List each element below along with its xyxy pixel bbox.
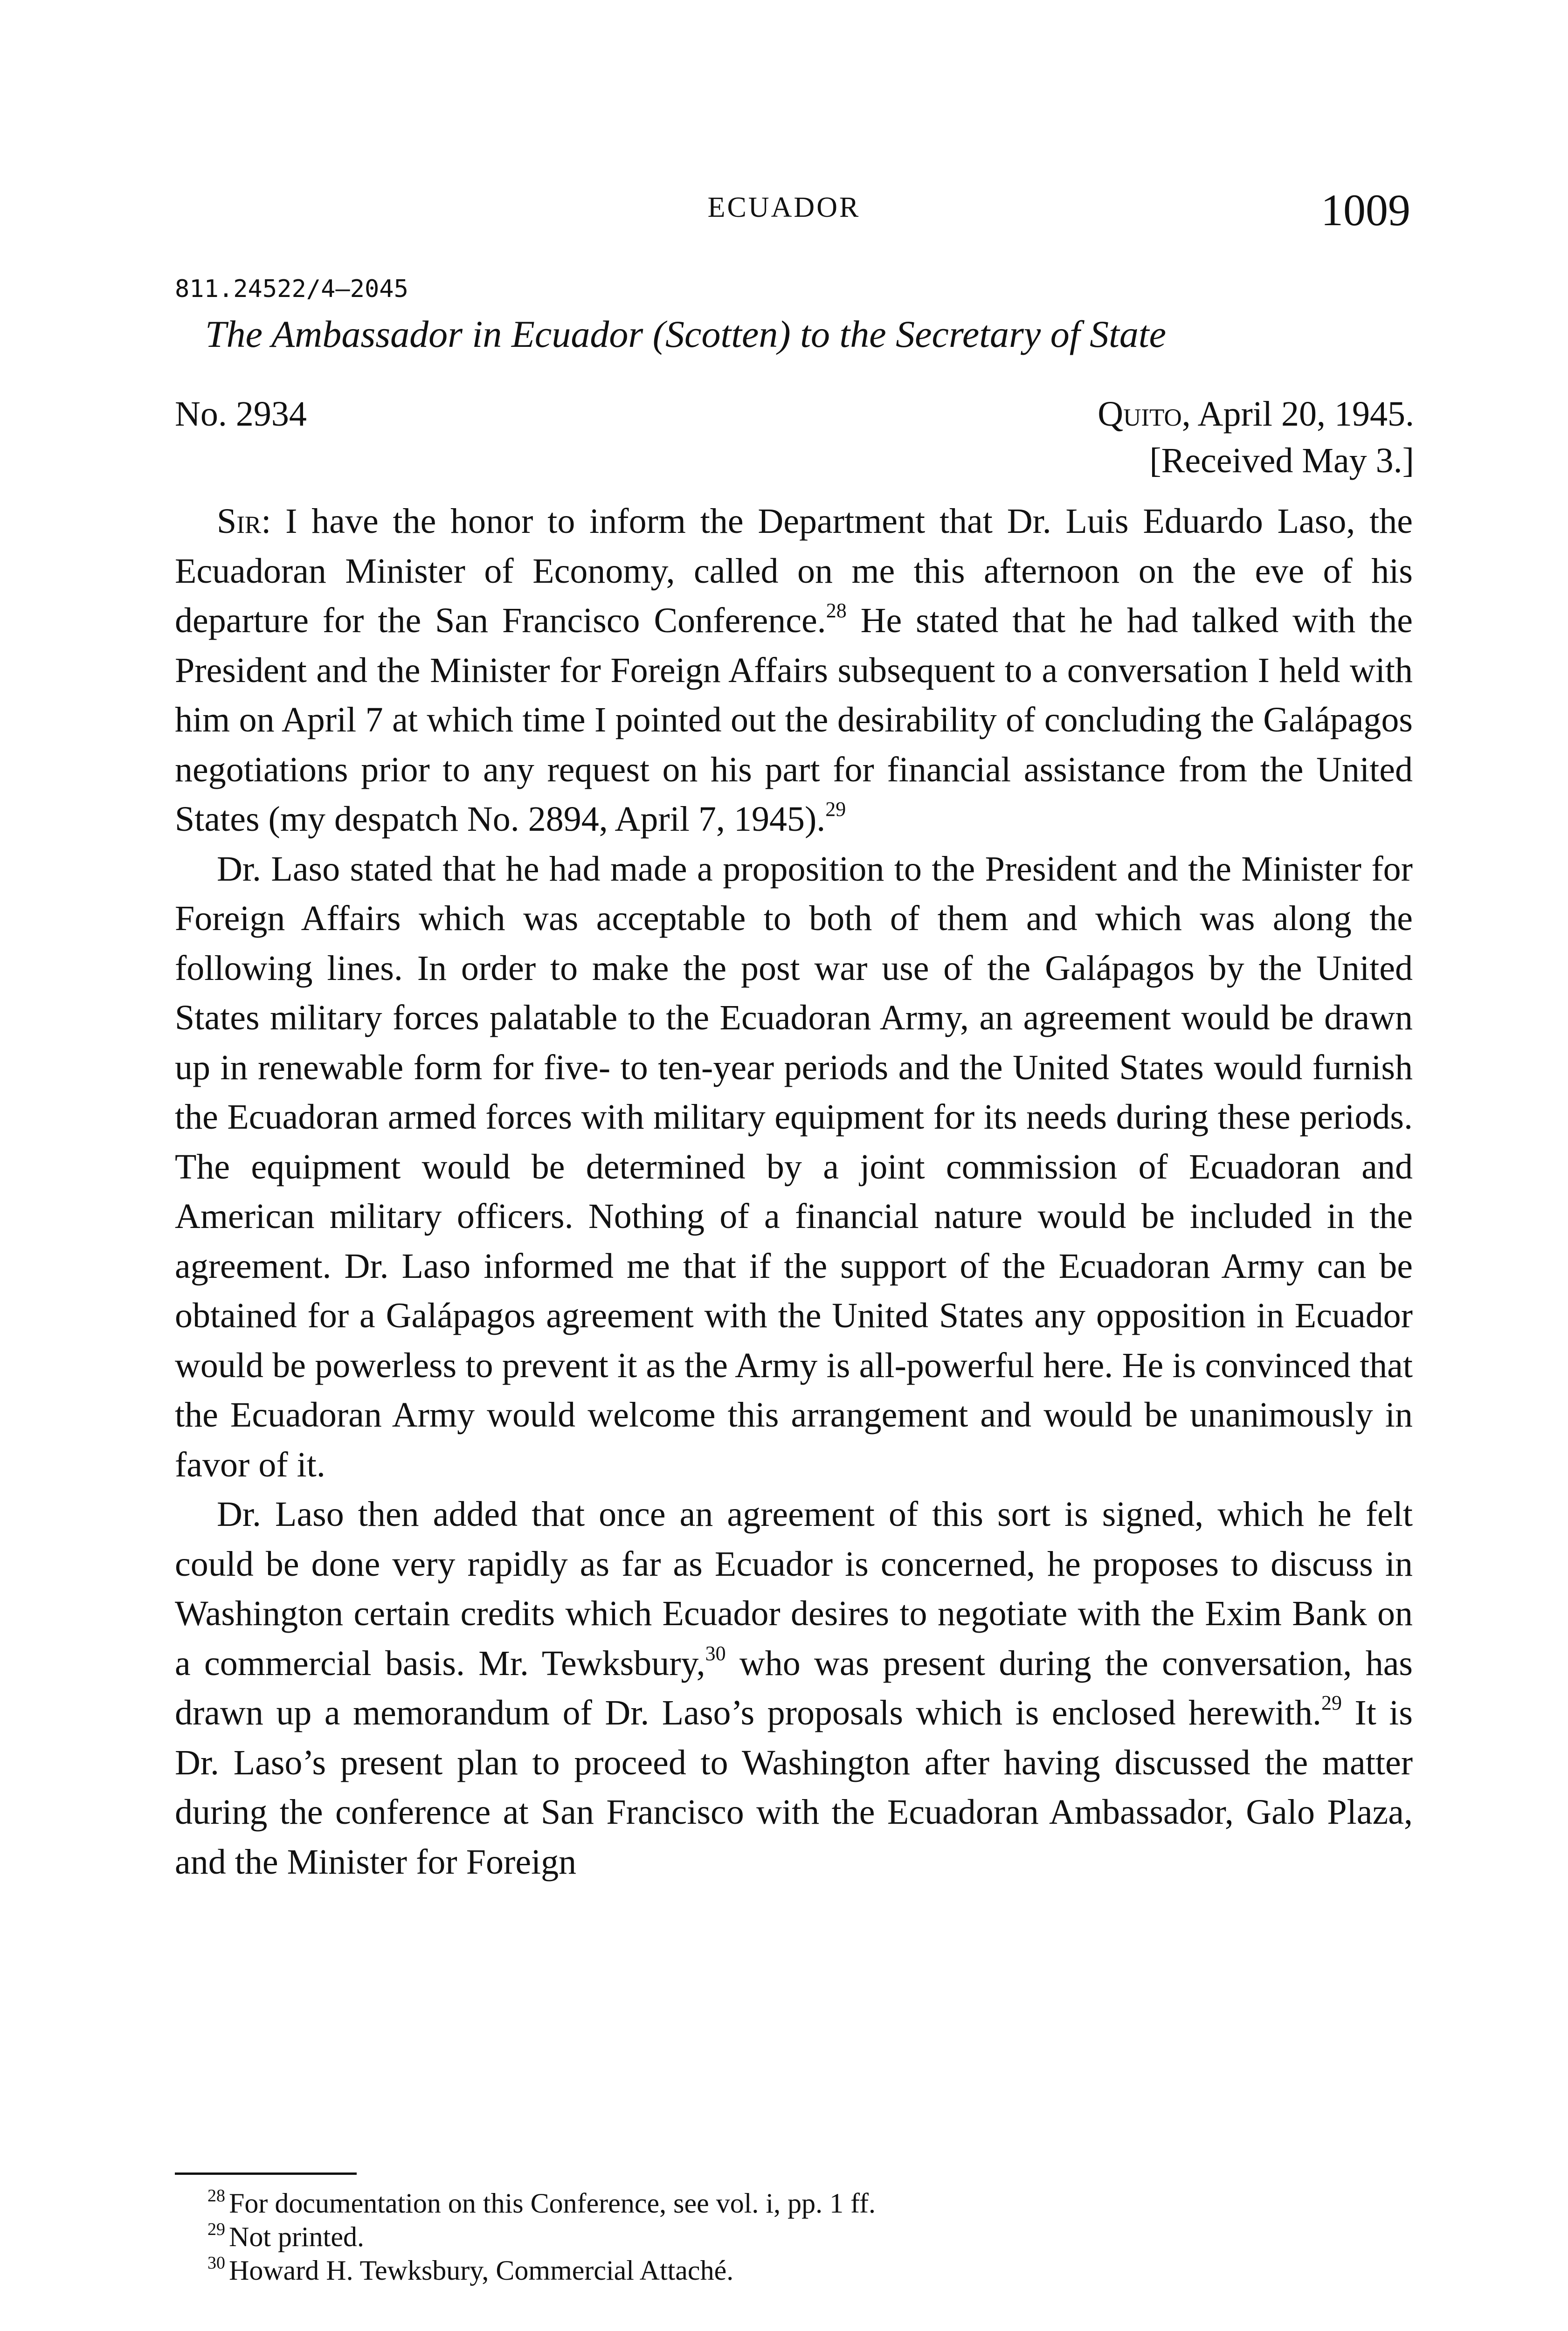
footnote-text: For documentation on this Conference, see vol. i, pp. 1 ff. [229,2188,876,2219]
paragraph: Dr. Laso stated that he had made a proposition to the President and the Minister for Foreign Affairs which was acceptable to both of them and which was along the following lines. In order to make the post war use of the Galápagos by the United States military forces palatable to the Ecuadoran Army, an agreement would be drawn up in renewable form for five- to ten-year periods and the United States would furnish the Ecuadoran armed forces with military equipment for its needs during these periods. The equipment would be determined by a joint commission of Ecuadoran and American military officers. Nothing of a financial nature would be included in the agreement. Dr. Laso informed me that if the support of the Ecuadoran Army can be obtained for a Galápagos agreement with the United States any opposition in Ecuador would be powerless to prevent it as the Army is all-powerful here. He is convinced that the Ecuadoran Army would welcome this arrangement and would be unanimously in favor of it. [175,849,1413,1484]
footnote-ref: 29 [1321,1691,1342,1714]
footnote-ref: 30 [705,1641,726,1665]
footnotes [207,2186,1396,2287]
footnote [207,2220,1396,2254]
footnote-mark: 28 [207,2186,225,2206]
place-and-date [1098,394,1414,434]
footnote-mark: 30 [207,2253,225,2273]
paragraph-text: Dr. Laso then added that once an agreement of this sort is signed, which he felt could be done very rapidly as far as Ecuador is concerned, he proposes to discuss in Washington certain credits which Ecuador desires to negotiate with the Exim Bank on a commercial basis. Mr. Tewksbury, [175,1495,1413,1683]
paragraph-text: who was present during the conversation, has drawn up a memorandum of Dr. Laso’s proposals which is enclosed herewith. [175,1643,1413,1732]
footnote [207,2186,1396,2220]
paragraph [175,497,1413,844]
footnote-ref: 28 [826,599,847,622]
footnote-text: Not printed. [229,2221,364,2252]
footnote-ref: 29 [825,798,846,821]
footnote-divider [175,2172,357,2175]
file-reference: 811.24522/4–2045 [175,275,408,303]
running-header-title: ECUADOR [707,192,861,223]
page-number: 1009 [1321,185,1410,235]
letter-body [175,497,1413,1887]
paragraph-text: : I have the honor to inform the Department that Dr. Luis Eduardo Laso, the Ecuadoran Minister of Economy, called on me this afternoon on the eve of his departure for the San Francisco Conference. [175,502,1413,640]
footnote-mark: 29 [207,2220,225,2239]
despatch-number: No. 2934 [175,394,307,434]
paragraph-text: It is Dr. Laso’s present plan to proceed to Washington after having discussed the matter during the conference at San Francisco with the Ecuadoran Ambassador, Galo Plaza, and the Minister for Foreign [175,1693,1413,1882]
document-title: The Ambassador in Ecuador (Scotten) to the Secretary of State [205,313,1167,355]
footnote-text: Howard H. Tewksbury, Commercial Attaché. [229,2255,734,2286]
place: Quito [1098,394,1182,434]
paragraph-text: He stated that he had talked with the President and the Minister for Foreign Affairs subsequent to a conversation I held with him on April 7 at which time I pointed out the desirability of concluding the Galápagos negotiations prior to any request on his part for financial assistance from the United States (my despatch No. 2894, April 7, 1945). [175,601,1413,839]
footnote [207,2254,1396,2287]
received-date: [Received May 3.] [1149,441,1414,480]
salutation: Sir [217,502,262,541]
paragraph [175,1490,1413,1887]
date: , April 20, 1945. [1181,394,1414,434]
